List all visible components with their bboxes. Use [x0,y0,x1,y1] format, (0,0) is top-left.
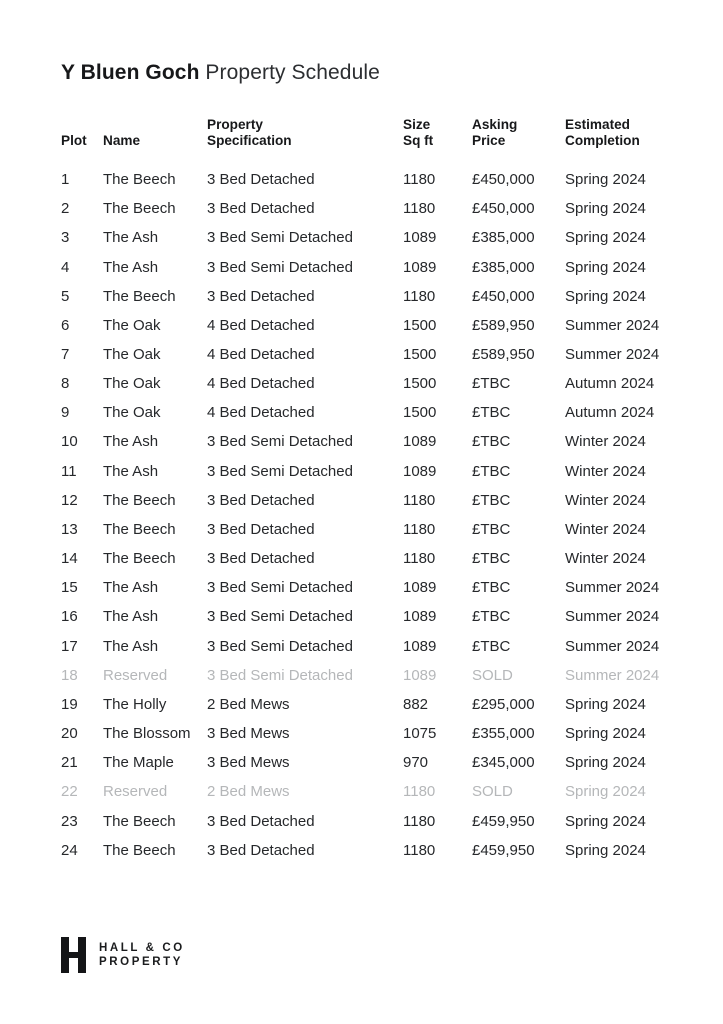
column-header-completion: Estimated Completion [565,117,640,148]
table-row [61,690,683,719]
column-header-name: Name [103,132,141,148]
cell-size: 1089 [403,579,437,597]
cell-plot: 11 [61,462,77,480]
cell-plot: 17 [61,637,78,655]
table-row [61,194,683,223]
table-row [61,282,683,311]
cell-plot: 7 [61,346,70,364]
cell-completion: Autumn 2024 [565,404,655,422]
cell-name: The Beech [103,841,176,859]
cell-price: £385,000 [472,258,535,276]
cell-price: SOLD [472,666,513,684]
table-row [61,632,683,661]
cell-size: 1180 [403,783,436,801]
cell-size: 1180 [403,520,436,538]
cell-size: 1180 [403,287,436,305]
cell-size: 1500 [403,404,437,422]
cell-name: The Oak [103,375,161,393]
cell-spec: 3 Bed Detached [207,287,315,305]
column-header-price: Asking Price [472,117,518,148]
table-row [61,719,683,748]
cell-spec: 3 Bed Semi Detached [207,608,353,626]
table-row [61,777,683,806]
cell-size: 1180 [403,550,436,568]
cell-size: 1089 [403,258,437,276]
cell-price: £TBC [472,375,511,393]
cell-size: 1075 [403,725,437,743]
cell-completion: Spring 2024 [565,200,646,218]
cell-price: £450,000 [472,200,535,218]
cell-name: Reserved [103,783,168,801]
cell-name: The Beech [103,287,176,305]
cell-plot: 12 [61,491,78,509]
table-row [61,836,683,865]
table-body [61,165,683,865]
column-header-size: Size Sq ft [403,117,434,148]
cell-plot: 13 [61,520,78,538]
cell-size: 1089 [403,462,437,480]
cell-plot: 9 [61,404,70,422]
footer-brand [61,937,185,973]
cell-name: The Holly [103,695,167,713]
cell-plot: 6 [61,316,70,334]
cell-size: 1089 [403,608,437,626]
cell-plot: 18 [61,666,78,684]
cell-price: £TBC [472,520,511,538]
cell-spec: 3 Bed Semi Detached [207,229,353,247]
cell-price: £345,000 [472,754,535,772]
cell-price: £TBC [472,637,511,655]
cell-name: The Ash [103,433,159,451]
cell-name: The Ash [103,462,159,480]
cell-size: 1089 [403,637,437,655]
cell-name: The Oak [103,404,161,422]
table-row [61,748,683,777]
cell-completion: Spring 2024 [565,783,646,801]
cell-price: £TBC [472,433,511,451]
cell-completion: Spring 2024 [565,171,646,189]
table-row [61,427,683,456]
cell-name: Reserved [103,666,168,684]
cell-name: The Ash [103,258,159,276]
table-row [61,486,683,515]
cell-spec: 3 Bed Detached [207,171,315,189]
cell-spec: 3 Bed Semi Detached [207,462,353,480]
cell-completion: Winter 2024 [565,550,646,568]
cell-completion: Winter 2024 [565,462,646,480]
monogram-crossbar [68,952,79,958]
cell-size: 1180 [403,812,436,830]
cell-name: The Oak [103,346,161,364]
cell-spec: 2 Bed Mews [207,783,290,801]
page-title [61,59,683,87]
cell-size: 1180 [403,841,436,859]
cell-plot: 20 [61,725,78,743]
table-row [61,661,683,690]
cell-plot: 5 [61,287,70,305]
table-row [61,544,683,573]
table-row [61,223,683,252]
table-header-row [61,117,683,148]
cell-spec: 4 Bed Detached [207,375,315,393]
cell-completion: Autumn 2024 [565,375,655,393]
cell-completion: Winter 2024 [565,491,646,509]
table-row [61,340,683,369]
cell-completion: Winter 2024 [565,433,646,451]
cell-price: £TBC [472,404,511,422]
cell-plot: 24 [61,841,78,859]
cell-name: The Beech [103,812,176,830]
cell-spec: 4 Bed Detached [207,346,315,364]
cell-spec: 4 Bed Detached [207,404,315,422]
cell-price: £450,000 [472,171,535,189]
cell-price: £TBC [472,491,511,509]
cell-completion: Spring 2024 [565,725,646,743]
cell-completion: Spring 2024 [565,229,646,247]
cell-spec: 3 Bed Detached [207,812,315,830]
cell-price: £589,950 [472,316,535,334]
cell-price: £TBC [472,462,511,480]
cell-size: 1500 [403,346,437,364]
cell-spec: 3 Bed Semi Detached [207,433,353,451]
cell-plot: 21 [61,754,78,772]
cell-size: 1180 [403,491,436,509]
cell-completion: Spring 2024 [565,695,646,713]
table-row [61,398,683,427]
h-monogram-icon [61,937,86,973]
cell-size: 882 [403,695,429,713]
cell-name: The Maple [103,754,174,772]
cell-spec: 3 Bed Semi Detached [207,258,353,276]
cell-spec: 3 Bed Detached [207,200,315,218]
cell-size: 970 [403,754,429,772]
cell-price: £450,000 [472,287,535,305]
cell-completion: Winter 2024 [565,520,646,538]
table-row [61,311,683,340]
cell-spec: 3 Bed Detached [207,841,315,859]
cell-plot: 1 [61,171,70,189]
cell-completion: Summer 2024 [565,608,660,626]
table-row [61,369,683,398]
cell-name: The Beech [103,520,176,538]
cell-plot: 23 [61,812,78,830]
cell-spec: 3 Bed Semi Detached [207,637,353,655]
cell-spec: 3 Bed Semi Detached [207,579,353,597]
brand-line-2: PROPERTY [99,956,184,968]
cell-plot: 10 [61,433,78,451]
cell-plot: 8 [61,375,70,393]
cell-completion: Spring 2024 [565,812,646,830]
cell-size: 1089 [403,433,437,451]
cell-spec: 3 Bed Mews [207,754,290,772]
development-name: Y Bluen Goch [61,61,200,84]
table-row [61,457,683,486]
cell-spec: 3 Bed Semi Detached [207,666,353,684]
cell-plot: 15 [61,579,78,597]
table-row [61,252,683,281]
cell-size: 1089 [403,666,437,684]
table-row [61,573,683,602]
cell-completion: Spring 2024 [565,287,646,305]
cell-plot: 4 [61,258,70,276]
cell-size: 1180 [403,171,436,189]
cell-spec: 3 Bed Detached [207,520,315,538]
cell-completion: Spring 2024 [565,754,646,772]
property-table [61,117,683,865]
cell-name: The Beech [103,171,176,189]
cell-completion: Summer 2024 [565,666,660,684]
cell-price: £589,950 [472,346,535,364]
cell-name: The Ash [103,637,159,655]
cell-size: 1089 [403,229,437,247]
column-header-plot: Plot [61,132,87,148]
cell-name: The Ash [103,229,159,247]
cell-price: £355,000 [472,725,535,743]
table-row [61,806,683,835]
cell-plot: 16 [61,608,78,626]
cell-price: £385,000 [472,229,535,247]
cell-price: £TBC [472,579,511,597]
cell-price: £TBC [472,608,511,626]
cell-spec: 2 Bed Mews [207,695,290,713]
table-row [61,515,683,544]
cell-completion: Summer 2024 [565,316,660,334]
cell-name: The Ash [103,608,159,626]
page-title-suffix: Property Schedule [199,61,380,84]
cell-name: The Beech [103,550,176,568]
cell-completion: Spring 2024 [565,841,646,859]
brand-name [99,942,185,968]
cell-plot: 22 [61,783,78,801]
cell-completion: Summer 2024 [565,637,660,655]
cell-spec: 3 Bed Mews [207,725,290,743]
table-row [61,602,683,631]
cell-plot: 2 [61,200,70,218]
cell-size: 1500 [403,375,437,393]
cell-plot: 19 [61,695,78,713]
cell-price: £TBC [472,550,511,568]
table-row [61,165,683,194]
column-header-specification: Property Specification [207,117,292,148]
cell-name: The Blossom [103,725,191,743]
cell-completion: Spring 2024 [565,258,646,276]
brand-line-1: HALL & CO [99,942,185,954]
cell-spec: 3 Bed Detached [207,491,315,509]
cell-price: £295,000 [472,695,535,713]
cell-completion: Summer 2024 [565,346,660,364]
cell-completion: Summer 2024 [565,579,660,597]
cell-price: £459,950 [472,812,535,830]
cell-name: The Beech [103,491,176,509]
cell-name: The Beech [103,200,176,218]
cell-spec: 4 Bed Detached [207,316,315,334]
cell-size: 1500 [403,316,437,334]
cell-plot: 3 [61,229,70,247]
cell-size: 1180 [403,200,436,218]
cell-name: The Oak [103,316,161,334]
cell-name: The Ash [103,579,159,597]
cell-spec: 3 Bed Detached [207,550,315,568]
cell-price: £459,950 [472,841,535,859]
cell-price: SOLD [472,783,513,801]
cell-plot: 14 [61,550,78,568]
